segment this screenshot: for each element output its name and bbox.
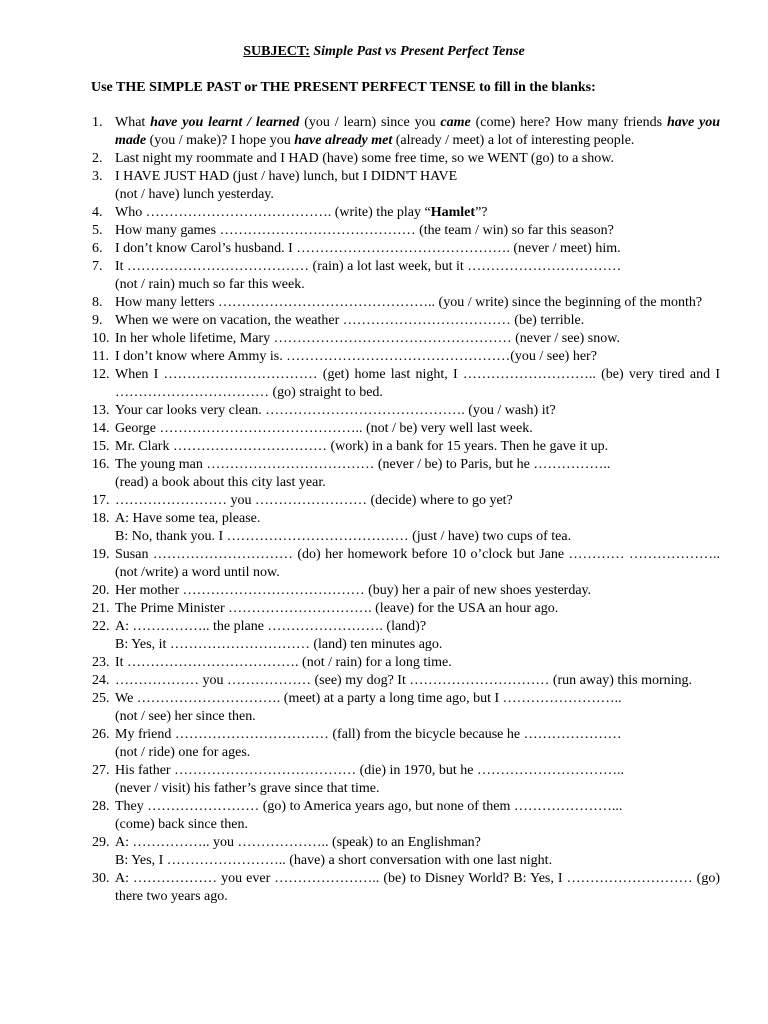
- item-text: [115, 834, 720, 870]
- item-text-segment: Susan ………………………… (do) her homework before 10 o’clock but Jane ………… ……………….. (not /write) a word until now.: [115, 547, 720, 580]
- item-text-segment: ”?: [475, 205, 488, 220]
- item-text-segment: It ………………………………. (not / rain) for a long time.: [115, 655, 452, 670]
- item-text-segment: (you / learn) since you: [299, 115, 441, 130]
- item-number: 3.: [92, 169, 103, 184]
- item-text-segment: When we were on vacation, the weather ……………………………… (be) terrible.: [115, 313, 585, 328]
- item-number: 13.: [92, 403, 110, 418]
- item-number: 16.: [92, 457, 110, 472]
- item-text-segment: Hamlet: [430, 205, 476, 220]
- item-text: [115, 168, 720, 204]
- item-text: [115, 150, 720, 168]
- item-text-segment: Last night my roommate and I HAD (have) some free time, so we WENT (go) to a show.: [115, 151, 614, 166]
- item-text-segment: (not / ride) one for ages.: [115, 745, 251, 760]
- subject-heading: [0, 43, 768, 61]
- item-text-segment: (come) here? How many friends: [470, 115, 667, 130]
- item-text: [115, 258, 720, 294]
- item-number: 14.: [92, 421, 110, 436]
- item-number: 7.: [92, 259, 103, 274]
- item-number: 11.: [92, 349, 109, 364]
- subject-title: Simple Past vs Present Perfect Tense: [313, 44, 525, 59]
- item-number: 28.: [92, 799, 110, 814]
- item-text-segment: Who …………………………………. (write) the play “: [115, 205, 431, 220]
- exercise-item: [92, 762, 720, 798]
- item-text-segment: have you learnt / learned: [150, 115, 300, 130]
- item-number: 29.: [92, 835, 110, 850]
- exercise-item: [92, 726, 720, 762]
- item-text-segment: (come) back since then.: [115, 817, 248, 832]
- exercise-item: [92, 348, 720, 366]
- item-text-segment: (not / have) lunch yesterday.: [115, 187, 274, 202]
- item-text-segment: (already / meet) a lot of interesting people.: [392, 133, 635, 148]
- item-text: [115, 294, 720, 312]
- item-text-segment: We …………………………. (meet) at a party a long time ago, but I ……………………..: [115, 691, 622, 706]
- exercise-item: [92, 366, 720, 402]
- item-text: [115, 492, 720, 510]
- item-text: [115, 654, 720, 672]
- item-text: [115, 348, 720, 366]
- item-text-segment: …………………… you …………………… (decide) where to go yet?: [115, 493, 513, 508]
- exercise-item: [92, 204, 720, 222]
- item-number: 15.: [92, 439, 110, 454]
- exercise-item: [92, 294, 720, 312]
- item-number: 5.: [92, 223, 103, 238]
- exercise-item: [92, 546, 720, 582]
- item-text-segment: They …………………… (go) to America years ago, but none of them …………………...: [115, 799, 623, 814]
- item-text: [115, 726, 720, 762]
- item-text-segment: (you / make)? I hope you: [146, 133, 295, 148]
- item-number: 4.: [92, 205, 103, 220]
- item-text-segment: ……………… you ……………… (see) my dog? It ………………………… (run away) this morning.: [115, 673, 693, 688]
- exercise-item: [92, 798, 720, 834]
- exercise-item: [92, 114, 720, 150]
- item-text-segment: have already met: [294, 133, 393, 148]
- item-text-segment: B: Yes, I …………………….. (have) a short conversation with one last night.: [115, 853, 553, 868]
- item-number: 9.: [92, 313, 103, 328]
- exercise-item: [92, 834, 720, 870]
- item-number: 8.: [92, 295, 103, 310]
- exercise-item: [92, 510, 720, 546]
- item-text: [115, 600, 720, 618]
- item-text: [115, 204, 720, 222]
- exercise-item: [92, 654, 720, 672]
- exercise-item: [92, 690, 720, 726]
- item-text-segment: The Prime Minister …………………………. (leave) for the USA an hour ago.: [115, 601, 559, 616]
- item-text-segment: Your car looks very clean. ……………………………………. (you / wash) it?: [115, 403, 556, 418]
- exercise-item: [92, 420, 720, 438]
- item-text: [115, 312, 720, 330]
- exercise-item: [92, 402, 720, 420]
- item-number: 10.: [92, 331, 110, 346]
- exercise-item: [92, 240, 720, 258]
- item-text-segment: It ………………………………… (rain) a lot last week, but it ……………………………: [115, 259, 622, 274]
- item-number: 19.: [92, 547, 110, 562]
- item-text-segment: His father ………………………………… (die) in 1970, but he …………………………..: [115, 763, 625, 778]
- exercise-list: [92, 114, 720, 906]
- item-number: 30.: [92, 871, 110, 886]
- item-text-segment: I don’t know where Ammy is. …………………………………………(you / see) her?: [115, 349, 597, 364]
- item-number: 22.: [92, 619, 110, 634]
- item-text-segment: I don’t know Carol’s husband. I ………………………………………. (never / meet) him.: [115, 241, 621, 256]
- item-text-segment: How many letters ……………………………………….. (you / write) since the beginning of the month?: [115, 295, 703, 310]
- item-number: 24.: [92, 673, 110, 688]
- item-text: [115, 114, 720, 150]
- item-number: 1.: [92, 115, 103, 130]
- exercise-item: [92, 438, 720, 456]
- item-text-segment: (read) a book about this city last year.: [115, 475, 326, 490]
- exercise-item: [92, 222, 720, 240]
- item-text: [115, 870, 720, 906]
- exercise-item: [92, 492, 720, 510]
- exercise-item: [92, 168, 720, 204]
- item-number: 12.: [92, 367, 110, 382]
- exercise-item: [92, 870, 720, 906]
- item-text: [115, 546, 720, 582]
- exercise-item: [92, 456, 720, 492]
- exercise-item: [92, 618, 720, 654]
- item-number: 20.: [92, 583, 110, 598]
- item-text: [115, 798, 720, 834]
- item-text: [115, 420, 720, 438]
- item-text-segment: (not / rain) much so far this week.: [115, 277, 305, 292]
- item-text: [115, 366, 720, 402]
- item-text-segment: When I …………………………… (get) home last night, I ……………………….. (be) very tired and I …………………………… (go) straight to bed.: [115, 367, 720, 400]
- exercise-item: [92, 672, 720, 690]
- item-text: [115, 690, 720, 726]
- item-text: [115, 240, 720, 258]
- exercise-item: [92, 330, 720, 348]
- item-text-segment: What: [115, 115, 151, 130]
- exercise-item: [92, 312, 720, 330]
- item-text-segment: A: Have some tea, please.: [115, 511, 261, 526]
- exercise-item: [92, 258, 720, 294]
- item-number: 26.: [92, 727, 110, 742]
- exercise-item: [92, 150, 720, 168]
- item-text-segment: (never / visit) his father’s grave since that time.: [115, 781, 380, 796]
- item-text-segment: In her whole lifetime, Mary …………………………………………… (never / see) snow.: [115, 331, 620, 346]
- item-number: 17.: [92, 493, 110, 508]
- item-text-segment: A: …………….. you ……………….. (speak) to an Englishman?: [115, 835, 481, 850]
- item-text-segment: B: No, thank you. I ………………………………… (just / have) two cups of tea.: [115, 529, 572, 544]
- item-text: [115, 672, 720, 690]
- item-text-segment: have you made: [115, 115, 720, 148]
- item-text-segment: A: …………….. the plane ……………………. (land)?: [115, 619, 427, 634]
- item-number: 27.: [92, 763, 110, 778]
- item-number: 2.: [92, 151, 103, 166]
- item-text: [115, 456, 720, 492]
- item-text: [115, 222, 720, 240]
- item-text: [115, 582, 720, 600]
- item-number: 6.: [92, 241, 103, 256]
- exercise-item: [92, 600, 720, 618]
- item-text-segment: My friend …………………………… (fall) from the bicycle because he …………………: [115, 727, 622, 742]
- item-text: [115, 618, 720, 654]
- item-number: 21.: [92, 601, 110, 616]
- item-text-segment: B: Yes, it ………………………… (land) ten minutes ago.: [115, 637, 443, 652]
- subject-label: SUBJECT:: [243, 44, 310, 59]
- item-number: 23.: [92, 655, 110, 670]
- item-text-segment: The young man ……………………………… (never / be) to Paris, but he ……………..: [115, 457, 611, 472]
- item-text-segment: I HAVE JUST HAD (just / have) lunch, but I DIDN'T HAVE: [115, 169, 458, 184]
- item-text: [115, 438, 720, 456]
- instruction-line: Use THE SIMPLE PAST or THE PRESENT PERFECT TENSE to fill in the blanks:: [91, 80, 596, 95]
- item-number: 18.: [92, 511, 110, 526]
- item-text-segment: came: [440, 115, 471, 130]
- item-text-segment: Her mother ………………………………… (buy) her a pair of new shoes yesterday.: [115, 583, 592, 598]
- item-text: [115, 402, 720, 420]
- item-text-segment: How many games …………………………………… (the team / win) so far this season?: [115, 223, 614, 238]
- item-text-segment: Mr. Clark …………………………… (work) in a bank for 15 years. Then he gave it up.: [115, 439, 609, 454]
- item-text: [115, 762, 720, 798]
- item-text-segment: George …………………………………….. (not / be) very well last week.: [115, 421, 533, 436]
- item-number: 25.: [92, 691, 110, 706]
- item-text-segment: A: ……………… you ever ………………….. (be) to Disney World? B: Yes, I ……………………… (go) there two years ago.: [115, 871, 720, 904]
- exercise-item: [92, 582, 720, 600]
- item-text: [115, 510, 720, 546]
- item-text: [115, 330, 720, 348]
- item-text-segment: (not / see) her since then.: [115, 709, 256, 724]
